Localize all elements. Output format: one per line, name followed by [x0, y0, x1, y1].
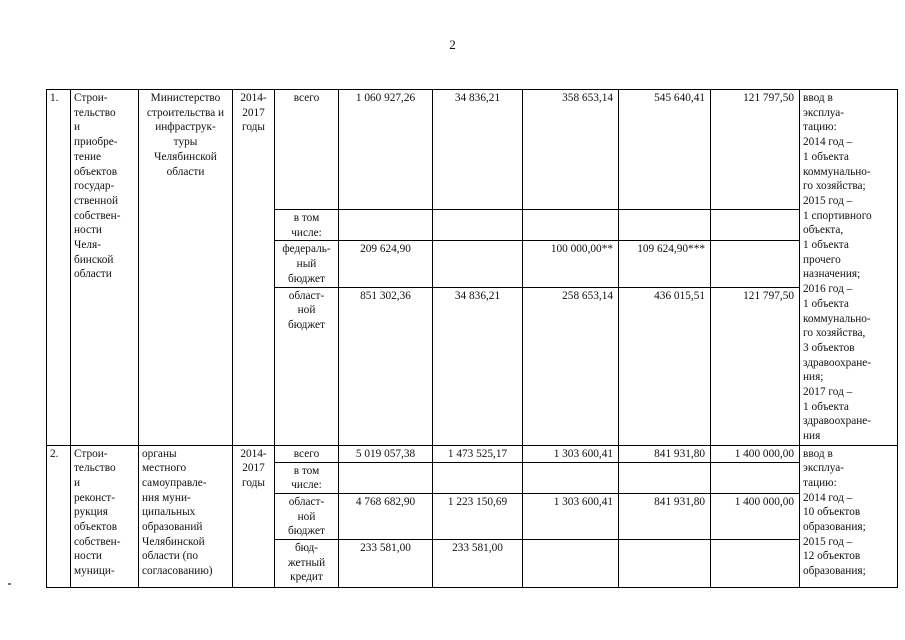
amount-total: 233 581,00 [339, 540, 433, 588]
amount-total: 5 019 057,38 [339, 445, 433, 462]
amount-2015: 100 000,00** [523, 241, 619, 287]
amount-2017: 121 797,50 [711, 287, 800, 445]
amount-2016: 545 640,41 [619, 90, 711, 210]
amount-2016 [619, 540, 711, 588]
amount-2017 [711, 462, 800, 493]
expected-result: ввод в эксплуа- тацию: 2014 год – 10 объектов образования; 2015 год – 12 объектов образования; [800, 445, 898, 588]
amount-2016 [619, 210, 711, 241]
activity-name: Строи- тельство и приобре- тение объектов государ- ственной собствен- ности Челя- бинской области [71, 90, 139, 446]
amount-2015: 1 303 600,41 [523, 445, 619, 462]
amount-total: 209 624,90 [339, 241, 433, 287]
row-number: 1. [47, 90, 71, 446]
funding-source: бюд- жетный кредит [275, 540, 339, 588]
page-number: 2 [449, 37, 456, 52]
funding-source: област- ной бюджет [275, 287, 339, 445]
amount-2015 [523, 210, 619, 241]
expected-result: ввод в эксплуа- тацию: 2014 год – 1 объекта коммунально- го хозяйства; 2015 год – 1 спортивного объекта, 1 объекта прочего назначения; 2016 год – 1 объекта коммунально- го хозяйства, 3 объектов здравоохране- ния; 2017 год – 1 объекта здравоохране- ния [800, 90, 898, 446]
executor: Министерство строительства и инфраструк- туры Челябинской области [139, 90, 233, 446]
amount-2014 [433, 210, 523, 241]
amount-2017 [711, 540, 800, 588]
amount-2014: 34 836,21 [433, 287, 523, 445]
amount-2014 [433, 462, 523, 493]
amount-2016: 109 624,90*** [619, 241, 711, 287]
amount-total: 4 768 682,90 [339, 493, 433, 539]
funding-source: в том числе: [275, 462, 339, 493]
amount-2014 [433, 241, 523, 287]
amount-total [339, 462, 433, 493]
funding-source: всего [275, 90, 339, 210]
program-budget-table [46, 89, 898, 588]
period: 2014- 2017 годы [233, 445, 275, 588]
amount-2017 [711, 210, 800, 241]
amount-2014: 1 473 525,17 [433, 445, 523, 462]
executor: органы местного самоуправле- ния муни- ципальных образований Челябинской области (по согласованию) [139, 445, 233, 588]
activity-name: Строи- тельство и реконст- рукция объектов собствен- ности муници- [71, 445, 139, 588]
amount-2015 [523, 540, 619, 588]
amount-2015 [523, 462, 619, 493]
amount-2015: 1 303 600,41 [523, 493, 619, 539]
amount-2016: 841 931,80 [619, 445, 711, 462]
funding-source: федераль- ный бюджет [275, 241, 339, 287]
scan-mark [8, 583, 11, 585]
amount-2017: 1 400 000,00 [711, 493, 800, 539]
amount-2015: 258 653,14 [523, 287, 619, 445]
funding-source: в том числе: [275, 210, 339, 241]
amount-2016 [619, 462, 711, 493]
amount-2015: 358 653,14 [523, 90, 619, 210]
amount-total [339, 210, 433, 241]
amount-2017: 1 400 000,00 [711, 445, 800, 462]
amount-2014: 1 223 150,69 [433, 493, 523, 539]
amount-2017 [711, 241, 800, 287]
amount-2016: 841 931,80 [619, 493, 711, 539]
amount-2014: 34 836,21 [433, 90, 523, 210]
amount-total: 1 060 927,26 [339, 90, 433, 210]
row-number: 2. [47, 445, 71, 588]
amount-total: 851 302,36 [339, 287, 433, 445]
amount-2016: 436 015,51 [619, 287, 711, 445]
funding-source: всего [275, 445, 339, 462]
table-row [47, 445, 898, 462]
period: 2014- 2017 годы [233, 90, 275, 446]
table-row [47, 90, 898, 210]
amount-2014: 233 581,00 [433, 540, 523, 588]
funding-source: област- ной бюджет [275, 493, 339, 539]
amount-2017: 121 797,50 [711, 90, 800, 210]
